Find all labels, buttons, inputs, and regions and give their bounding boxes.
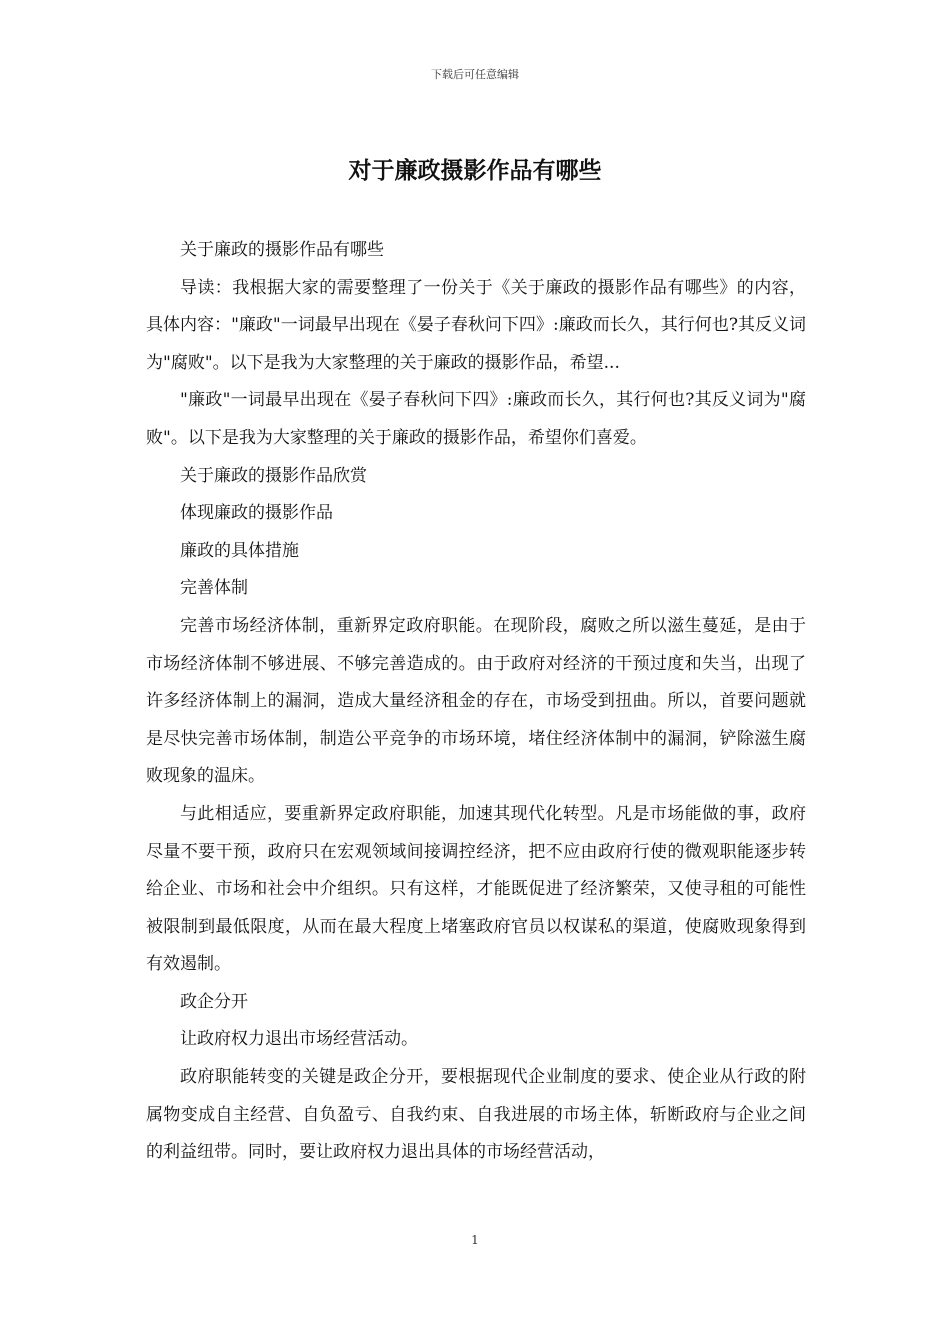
page-number: 1 (471, 1233, 479, 1247)
header-note: 下载后可任意编辑 (431, 68, 519, 81)
document-title: 对于廉政摄影作品有哪些 (348, 157, 602, 184)
paragraph-intro: 导读：我根据大家的需要整理了一份关于《关于廉政的摄影作品有哪些》的内容，具体内容："廉政"一词最早出现在《晏子春秋问下四》:廉政而长久，其行何也?其反义词为"腐败"。以下是我为大家整理的关于廉政的摄影作品，希望... (146, 277, 806, 373)
paragraph-heading-separation: 政企分开 (180, 991, 248, 1012)
paragraph-heading-system: 完善体制 (180, 578, 248, 599)
document-body (146, 232, 806, 1172)
paragraph-government-functions: 与此相适应，要重新界定政府职能，加速其现代化转型。凡是市场能做的事，政府尽量不要干预，政府只在宏观领域间接调控经济，把不应由政府行使的微观职能逐步转给企业、市场和社会中介组织。只有这样，才能既促进了经济繁荣，又使寻租的可能性被限制到最低限度，从而在最大程度上堵塞政府官员以权谋私的渠道，使腐败现象得到有效遏制。 (146, 803, 806, 975)
paragraph-heading-measures: 廉政的具体措施 (180, 540, 299, 561)
paragraph-heading-appreciation: 关于廉政的摄影作品欣赏 (180, 465, 367, 486)
paragraph-separation-detail: 政府职能转变的关键是政企分开，要根据现代企业制度的要求、使企业从行政的附属物变成自主经营、自负盈亏、自我约束、自我进展的市场主体，斩断政府与企业之间的利益纽带。同时，要让政府权力退出具体的市场经营活动， (146, 1067, 806, 1163)
paragraph-withdraw-power: 让政府权力退出市场经营活动。 (180, 1029, 418, 1050)
paragraph-heading-works: 体现廉政的摄影作品 (180, 503, 333, 524)
paragraph-definition: "廉政"一词最早出现在《晏子春秋问下四》:廉政而长久，其行何也?其反义词为"腐败"。以下是我为大家整理的关于廉政的摄影作品，希望你们喜爱。 (146, 390, 806, 448)
paragraph-subtitle: 关于廉政的摄影作品有哪些 (180, 240, 384, 260)
paragraph-market-economy: 完善市场经济体制，重新界定政府职能。在现阶段，腐败之所以滋生蔓延，是由于市场经济体制不够进展、不够完善造成的。由于政府对经济的干预过度和失当，出现了许多经济体制上的漏洞，造成大量经济租金的存在，市场受到扭曲。所以，首要问题就是尽快完善市场体制，制造公平竞争的市场环境，堵住经济体制中的漏洞，铲除滋生腐败现象的温床。 (146, 615, 806, 787)
